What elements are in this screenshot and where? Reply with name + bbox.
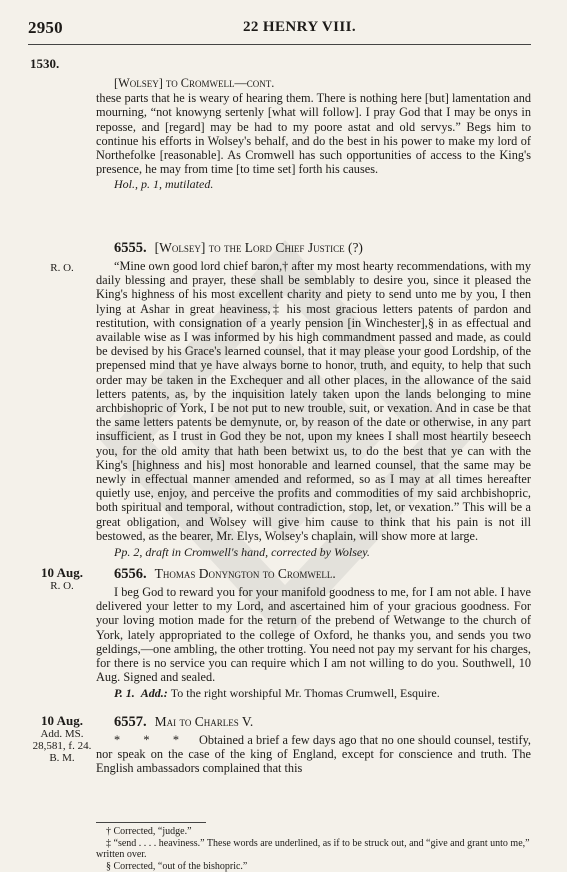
- footnote: § Corrected, “out of the bishopric.”: [96, 861, 531, 872]
- entry-number: 6555.: [114, 240, 147, 256]
- footnote: ‡ “send . . . . heaviness.” These words are underlined, as if to be struck out, and “give and grant unto me,” written over.: [96, 838, 531, 861]
- entry-number: 6557.: [114, 714, 147, 730]
- page-number: 2950: [28, 18, 63, 38]
- entry-text-body: Obtained a brief a few days ago that no one should counsel, testify, nor speak on the case of the king of England, except for conscience and truth. The English ambassadors complained that this: [96, 733, 531, 775]
- entry-6556: [96, 566, 531, 700]
- entry-6557: [96, 714, 531, 776]
- entry-text: I beg God to reward you for your manifold goodness to me, for I am not able. I have delivered your letter to my Lord, and ascertained him of your gracious goodness. For your loving motion made for the return of the prebend of Wetwange to the church of York, lately appropriated to the college of Oxford, he thanks you, and sends you two geldings,—one ambling, the other trotting. You need not pay my servant for his charges, for there is no service you can require which I am not willing to do you. Southwell, 10 Aug. Signed and sealed.: [96, 585, 531, 684]
- entry-text: “Mine own good lord chief baron,† after my most hearty recommendations, with my daily blessing and prayer, these shall be semblably to desire you, since it pleased the King's highness of his most excellent charity and piety to send unto me by you, I then lying at Ashar in great heaviness,‡ his most gracious letters patents of pardon and restitution, with consignation of a yearly pension [in Winchester],§ in as effectual and available wise as I was informed by his high commandment passed and made, as could be devised by his Grace's learned counsel, that it may please your good Lordship, of the prepensed mind that ye have always borne to honor, truth, and equity, to help that such order may be taken in the Exchequer and all other places, in the allowance of the said letters patents, as, by the inquisition lately taken upon the lands belonging to mine archbishopric of York, I be not put to new trouble, suit, or vexation. And in case be that the same letters patents be demynute, or, by reason of the date or otherwise, in any part insufficient, as I trust in God they be not, upon my knees I shall most heartily beseech you, for the old amity that hath been betwixt us, to do the best that ye can with the King's [highness and his] most honorable and learned counsel, that the same may be newly in effectual manner amended and reformed, so as I may at all times hereafter quietly use, enjoy, and perceive the profits and commodities of my said archbishopric, both spiritual and temporal, without contradiction, stop, let, or vexation.” This will be a great obligation, and Wolsey will give him cause to think that his pain is not ill bestowed, as the bearer, Mr. Elys, Wolsey's chaplain, will show more at large.: [96, 259, 531, 543]
- entry-meta: Pp. 2, draft in Cromwell's hand, corrected by Wolsey.: [96, 545, 531, 559]
- entry-title: Mai to Charles V.: [155, 714, 254, 729]
- page-header: [28, 18, 531, 42]
- entry-number: 6556.: [114, 566, 147, 582]
- footnote: † Corrected, “judge.”: [96, 826, 531, 838]
- entry-text: [96, 733, 531, 776]
- entry-6555: [96, 240, 531, 559]
- meta-add-text: To the right worshipful Mr. Thomas Crumwell, Esquire.: [171, 686, 440, 700]
- margin-source-line: Add. MS.: [28, 728, 96, 740]
- entry-title: [Wolsey] to the Lord Chief Justice (?): [155, 240, 363, 255]
- continuation-text: these parts that he is weary of hearing them. There is nothing here [but] lamentation and mourning, “not knowyng sertenly [what will follow]. I pray God that I may be onys in reposse, and [regard] may be had to my poore astat and old servys.” Begs him to continue his efforts in Wolsey's behalf, and do the best in his power to make my lord of Northefolke [reasonable]. As Cromwell has such opportunities of access to the King's presence, he may from time [to time set] forth his causes.: [96, 91, 531, 176]
- entry-heading: [96, 240, 531, 256]
- entry-heading: [96, 714, 531, 730]
- margin-6556: [28, 566, 96, 592]
- margin-source-6555: R. O.: [28, 262, 96, 274]
- entry-meta: [96, 686, 531, 700]
- margin-date: 10 Aug.: [28, 566, 96, 580]
- margin-year: 1530.: [30, 56, 59, 72]
- meta-lead: P. 1.: [114, 686, 135, 700]
- footnote-rule: [96, 822, 206, 823]
- running-title: 22 HENRY VIII.: [28, 19, 531, 36]
- meta-add-label: Add.:: [141, 686, 168, 700]
- omission-stars: * * *: [114, 733, 189, 747]
- margin-source-line: B. M.: [28, 752, 96, 764]
- margin-6557: [28, 714, 96, 764]
- footnotes: [96, 826, 531, 872]
- margin-source-line: 28,581, f. 24.: [28, 740, 96, 752]
- continuation-heading: [Wolsey] to Cromwell—cont.: [96, 76, 531, 90]
- header-rule: [28, 44, 531, 45]
- continuation-meta: Hol., p. 1, mutilated.: [96, 177, 531, 191]
- entry-title: Thomas Donyngton to Cromwell.: [155, 566, 336, 581]
- continuation-block: [96, 76, 531, 191]
- entry-heading: [96, 566, 531, 582]
- margin-source: R. O.: [28, 580, 96, 592]
- margin-date: 10 Aug.: [28, 714, 96, 728]
